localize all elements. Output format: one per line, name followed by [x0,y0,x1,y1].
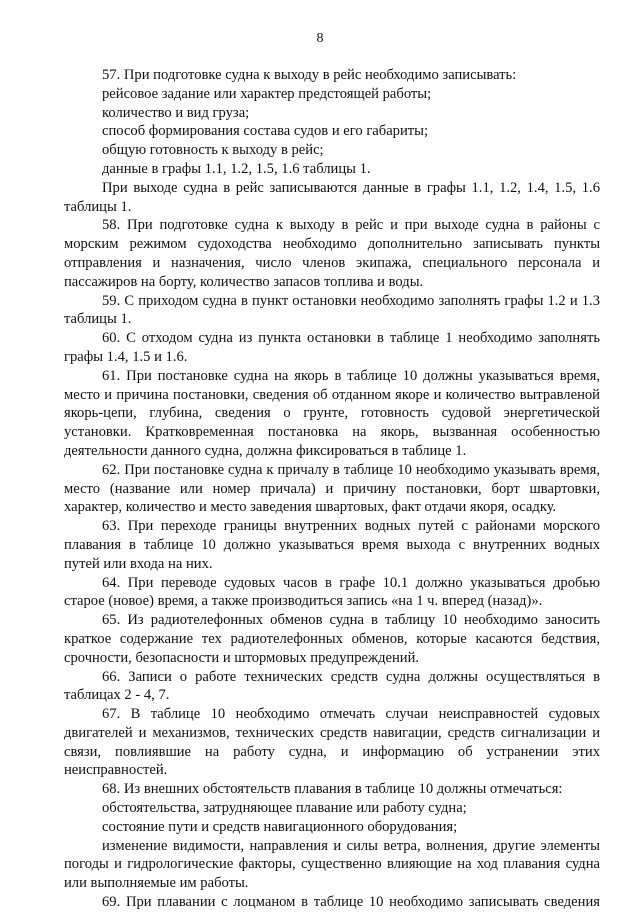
text-line: или выполняемые им работы. [64,875,249,892]
text-line: рейсовое задание или характер предстоящей работы; [102,85,432,102]
text-line: краткое содержание тех радиотелефонных обменов, которые касаются бедствия, [64,630,600,647]
text-line: 61. При постановке судна на якорь в таблице 10 должны указываться время, [102,367,600,384]
text-line: изменение видимости, направления и силы ветра, волнения, другие элементы [102,837,600,854]
text-line: отправления и назначения, число членов экипажа, специального персонала и [64,254,600,271]
text-line: установки. Кратковременная постановка на якорь, вызванная особенностью [64,424,600,441]
text-line: состояние пути и средств навигационного оборудования; [102,818,458,835]
text-line: морским режимом судоходства необходимо дополнительно записывать пункты [64,236,600,253]
text-line: таблицах 2 - 4, 7. [64,687,170,704]
text-line: двигателей и механизмов, технических средств навигации, средств сигнализации и [64,724,600,741]
document-body [64,66,600,912]
text-line: 64. При переводе судовых часов в графе 10.1 должно указываться дробью [102,574,600,591]
text-line: неисправностей. [64,762,168,779]
text-line: место (название или номер причала) и причину постановки, борт швартовки, [64,480,600,497]
page-number: 8 [316,31,324,46]
text-line: плавания в таблице 10 должно указываться время выхода с внутренних водных [64,536,600,553]
text-line: При выходе судна в рейс записываются данные в графы 1.1, 1.2, 1.4, 1.5, 1.6 [102,179,600,196]
text-line: путей или входа на них. [64,555,213,572]
text-line: погоды и гидрологические факторы, существенно влияющие на ход плавания судна [64,856,600,873]
text-line: 58. При подготовке судна к выходу в рейс и при выходе судна в районы с [102,217,600,234]
text-line: количество и вид груза; [102,104,250,121]
text-line: 69. При плавании с лоцманом в таблице 10 необходимо записывать сведения [102,894,600,911]
text-line: связи, повлиявшие на работу судна, и информацию об устранении этих [64,743,600,760]
text-line: характер, количество и место заведения швартовых, факт отдачи якоря, осадку. [64,499,557,516]
text-line: способ формирования состава судов и его габариты; [102,123,429,140]
text-line: срочности, безопасности и штормовых предупреждений. [64,649,420,666]
text-line: обстоятельства, затрудняющее плавание или работу судна; [102,800,467,817]
text-line: таблицы 1. [64,311,132,328]
text-line: 59. С приходом судна в пункт остановки необходимо заполнять графы 1.2 и 1.3 [102,292,600,309]
text-line: 67. В таблице 10 необходимо отмечать случаи неисправностей судовых [102,706,600,723]
text-line: 57. При подготовке судна к выходу в рейс необходимо записывать: [102,67,517,83]
text-line: таблицы 1. [64,198,132,215]
text-line: старое (новое) время, а также производиться запись «на 1 ч. вперед (назад)». [64,593,543,610]
text-line: 62. При постановке судна к причалу в таблице 10 необходимо указывать время, [102,461,600,478]
text-line: 68. Из внешних обстоятельств плавания в таблице 10 должны отмечаться: [102,781,563,798]
text-line: деятельности данного судна, должна фиксироваться в таблице 1. [64,442,467,459]
text-line: общую готовность к выходу в рейс; [102,142,324,159]
text-line: 65. Из радиотелефонных обменов судна в таблицу 10 необходимо заносить [102,612,600,629]
text-line: данные в графы 1.1, 1.2, 1.5, 1.6 таблицы 1. [102,160,371,177]
text-line: 66. Записи о работе технических средств судна должны осуществляться в [102,668,600,685]
text-line: место и причина постановки, сведения об отданном якоре и количество вытравленой [64,386,600,403]
text-line: пассажиров на борту, количество запасов топлива и воды. [64,273,424,290]
text-line: графы 1.4, 1.5 и 1.6. [64,348,188,365]
text-line: 60. С отходом судна из пункта остановки в таблице 1 необходимо заполнять [102,330,600,347]
text-line: якорь-цепи, глубина, сведения о грунте, готовность судовой энергетической [64,405,600,422]
text-line: 63. При переходе границы внутренних водных путей с районами морского [102,518,600,535]
